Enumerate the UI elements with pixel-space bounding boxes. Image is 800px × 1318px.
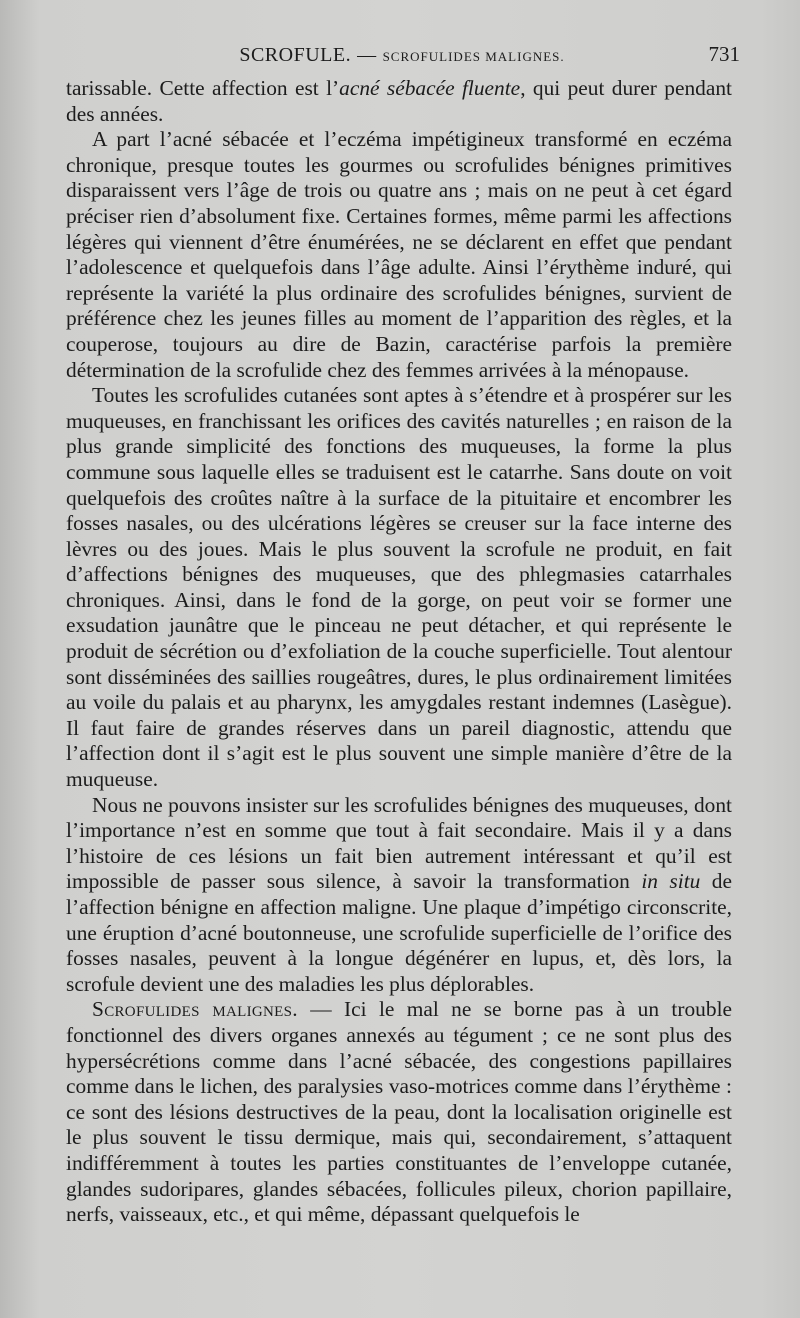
paragraph-1-text-b: , qui peut durer pendant des années.	[66, 76, 732, 126]
paragraph-2: A part l’acné sébacée et l’eczéma impétigineux transformé en eczéma chronique, presque toutes les gourmes ou scrofulides bénignes primitives disparaissent vers l’âge de trois ou quatre ans ; mais on ne peut à cet égard préciser rien d’absolument fixe. Certaines formes, même parmi les affections légères qui viennent d’être énumérées, ne se déclarent en effet que pendant l’adolescence et quelquefois dans l’âge adulte. Ainsi l’érythème induré, qui représente la variété la plus ordinaire des scrofulides bénignes, survient de préférence chez les jeunes filles au moment de l’apparition des règles, et la couperose, toujours au dire de Bazin, caractérise parfois la première détermination de la scrofulide chez des femmes arrivées à la ménopause.	[66, 127, 732, 382]
section-heading-dash: —	[297, 997, 345, 1022]
running-title	[64, 44, 740, 67]
section-heading: Scrofulides malignes.	[92, 997, 298, 1022]
paragraph-4	[66, 793, 732, 998]
running-header	[64, 40, 740, 74]
paragraph-4-emphasis: in situ	[641, 869, 701, 894]
page-number: 731	[708, 42, 740, 66]
paragraph-3: Toutes les scrofulides cutanées sont aptes à s’étendre et à prospérer sur les muqueuses, en franchissant les orifices des cavités naturelles ; en raison de la plus grande simplicité des fonctions des muqueuses, la forme la plus commune sous laquelle elles se traduisent est le catarrhe. Sans doute on voit quelquefois des croûtes naître à la surface de la pituitaire et encombrer les fosses nasales, ou des ulcérations légères se creuser sur la face interne des lèvres ou des joues. Mais le plus souvent la scrofule ne produit, en fait d’affections bénignes des muqueuses, que des phlegmasies catarrhales chroniques. Ainsi, dans le fond de la gorge, on peut voir se former une exsudation jaunâtre que le pinceau ne peut détacher, et qui représente le produit de sécrétion ou d’exfoliation de la couche superficielle. Tout alentour sont disséminées des saillies rougeâtres, dures, le plus ordinairement limitées au voile du palais et au pharynx, les amygdales restant indemnes (Lasègue). Il faut faire de grandes réserves dans un pareil diagnostic, attendu que l’affection dont il s’agit est le plus souvent une simple manière d’être de la muqueuse.	[66, 383, 732, 792]
paragraph-1	[66, 76, 732, 127]
running-title-sub: SCROFULIDES MALIGNES.	[382, 49, 565, 64]
running-title-main: SCROFULE.	[239, 44, 352, 66]
paragraph-4-text-b: de l’affection bénigne en affection maligne. Une plaque d’impétigo circonscrite, une éruption d’acné boutonneuse, une scrofulide superficielle de l’orifice des fosses nasales, peuvent à la longue dégénérer en lupus, et, dès lors, la scrofule devient une des maladies les plus déplorables.	[66, 869, 732, 996]
paragraph-4-text-a: Nous ne pouvons insister sur les scrofulides bénignes des muqueuses, dont l’importance n’est en somme que tout à fait secondaire. Mais il y a dans l’histoire de ces lésions un fait bien autrement intéressant et qu’il est impossible de passer sous silence, à savoir la transformation	[66, 792, 732, 894]
paragraph-1-emphasis: acné sébacée fluente	[339, 76, 521, 100]
paragraph-1-text-a: tarissable. Cette affection est l’	[66, 76, 340, 100]
running-title-dash: —	[357, 45, 377, 66]
body-text	[66, 76, 732, 1228]
paragraph-5	[66, 997, 732, 1227]
paragraph-5-text: Ici le mal ne se borne pas à un trouble fonctionnel des divers organes annexés au tégument ; ce ne sont plus des hypersécrétions comme dans l’acné sébacée, des congestions papillaires comme dans le lichen, des paralysies vaso-motrices comme dans l’érythème : ce sont des lésions destructives de la peau, dont la localisation originelle est le plus souvent le tissu dermique, mais qui, secondairement, s’attaquent indifféremment à toutes les parties constituantes de l’enveloppe cutanée, glandes sudoripares, glandes sébacées, follicules pileux, chorion papillaire, nerfs, vaisseaux, etc., et qui même, dépassant quelquefois le	[66, 997, 733, 1227]
